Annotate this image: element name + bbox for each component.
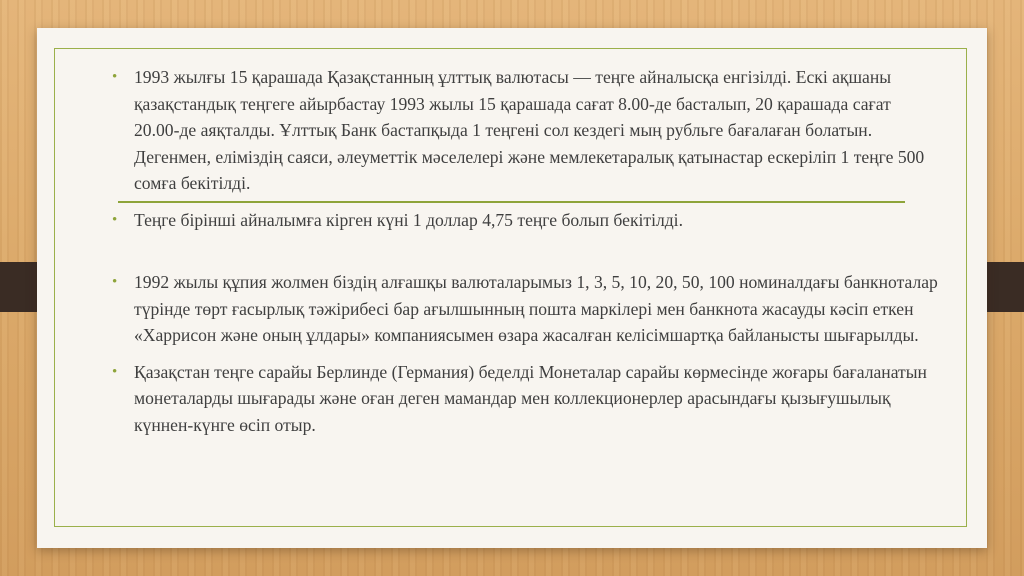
bullet-item <box>112 269 938 349</box>
bullet-text: 1993 жылғы 15 қарашада Қазақстанның ұлттық валютасы — теңге айналысқа енгізілді. Ескі ақшаны қазақстандық теңгеге айырбастау 1993 жылы 15 қарашада сағат 8.00-де басталып, 20 қарашада сағат 20.00-де аяқталды. Ұлттық Банк бастапқыда 1 теңгені сол кездегі мың рубльге бағалаған болатын. Дегенмен, еліміздің саяси, әлеуметтік мәселелері және мемлекетаралық қатынастар ескеріліп 1 теңге 500 сомға бекітілді. <box>134 67 925 193</box>
bullet-dot-icon: • <box>112 211 118 228</box>
bullet-text: Теңге бірінші айналымға кірген күні 1 доллар 4,75 теңге болып бекітілді. <box>134 209 683 230</box>
bullet-text: Қазақстан теңге сарайы Берлинде (Германия) беделді Монеталар сарайы көрмесінде жоғары бағаланатын монеталарды шығарады және оған деген мамандар мен коллекционерлер арасындағы қызығушылық күннен-күнге өсіп отыр. <box>134 361 927 435</box>
bullet-item <box>112 359 938 439</box>
bullet-dot-icon: • <box>112 274 118 290</box>
bullet-text: 1992 жылы құпия жолмен біздің алғашқы валюталарымыз 1, 3, 5, 10, 20, 50, 100 номиналдағы банкноталар түрінде төрт ғасырлық тәжірибесі бар ағылшынның пошта маркілері мен банкнота жасауды кәсіп еткен «Харрисон және оның ұлдары» компаниясымен өзара жасалған келісімшартқа байланысты шығарылды. <box>134 272 938 345</box>
bullet-list <box>112 64 938 448</box>
bullet-item <box>112 64 938 197</box>
bullet-dot-icon: • <box>112 363 118 380</box>
bullet-dot-icon: • <box>112 69 118 85</box>
bullet-item <box>112 207 938 234</box>
